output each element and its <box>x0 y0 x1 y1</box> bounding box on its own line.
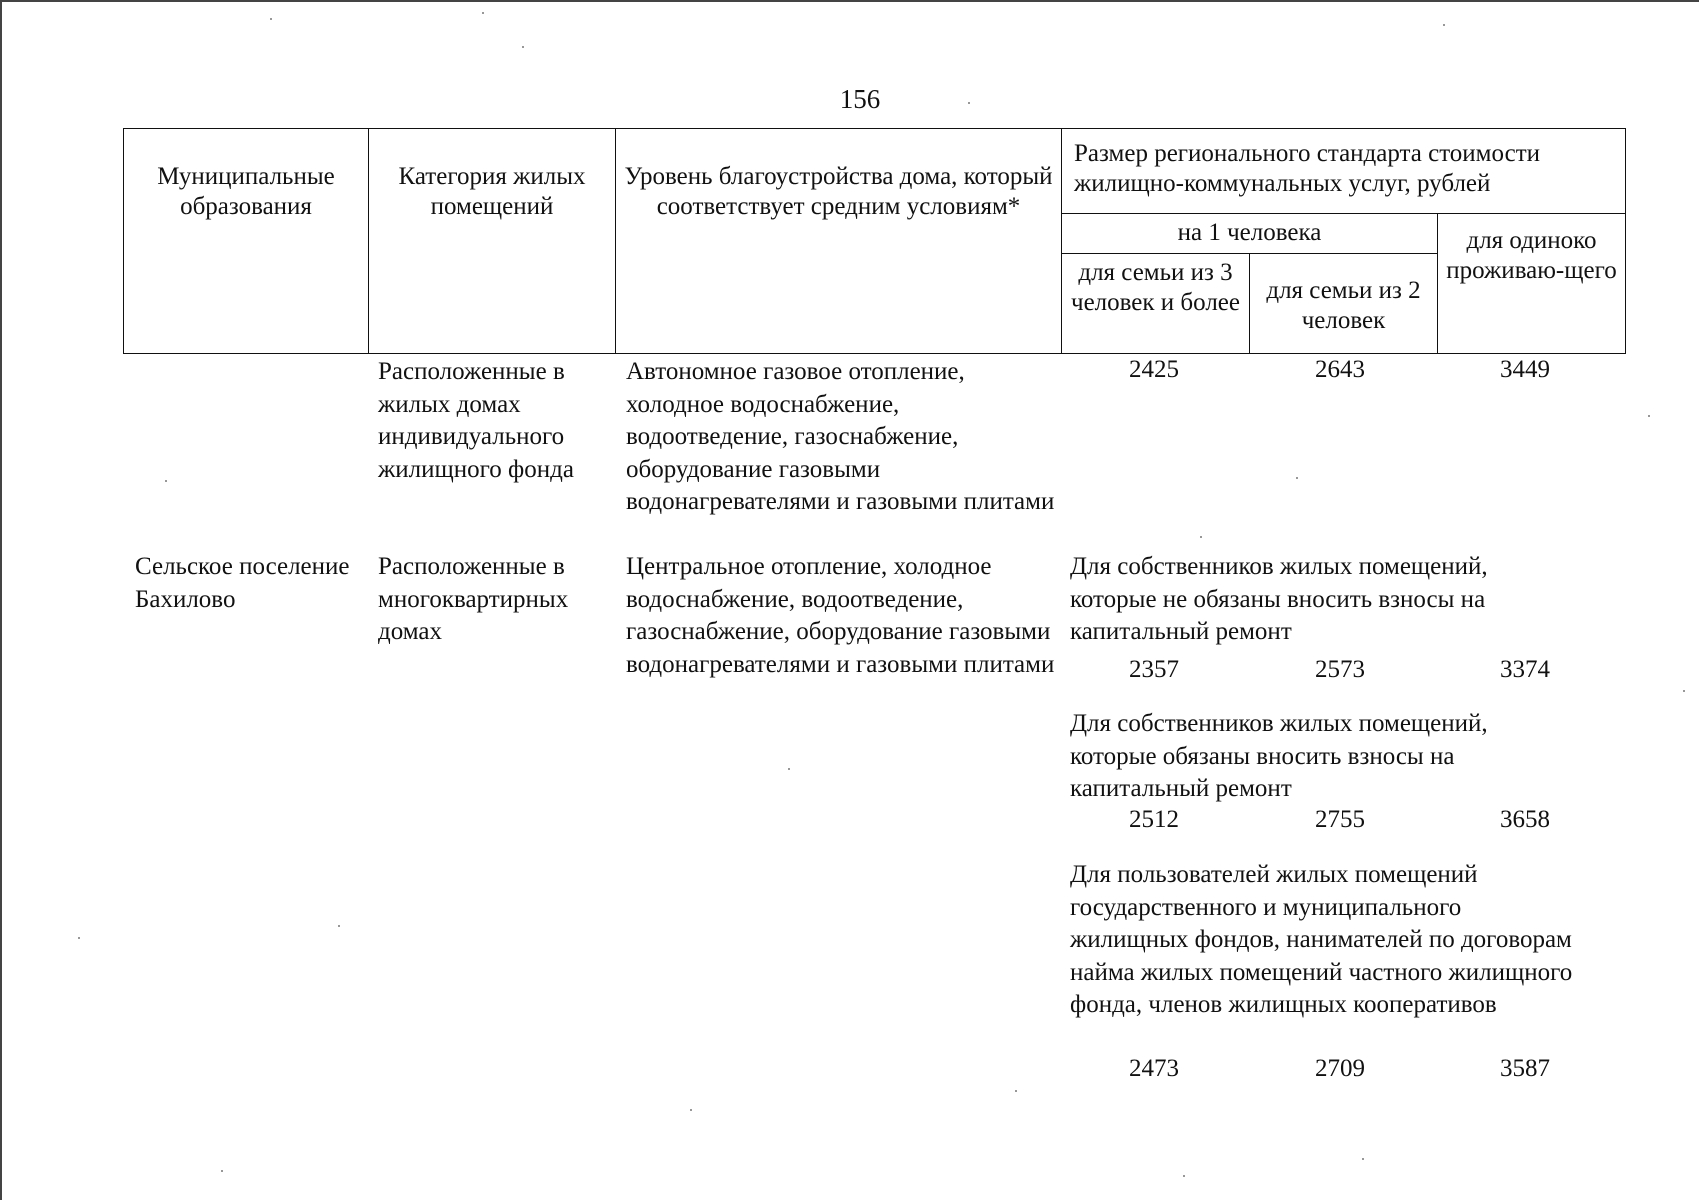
row2-group3-value-family2: 2709 <box>1315 1055 1365 1082</box>
scan-speck <box>788 768 790 770</box>
scan-speck <box>165 480 167 482</box>
header-family2: для семьи из 2 человек <box>1250 254 1438 354</box>
row2-group2-label: Для собственников жилых помещений, которые обязаны вносить взносы на капитальный ремонт <box>1070 710 1488 802</box>
header-category: Категория жилых помещений <box>369 129 616 354</box>
scan-speck <box>221 1170 223 1172</box>
table-header <box>123 128 1626 354</box>
row2-group1-value-family2: 2573 <box>1315 656 1365 683</box>
row2-group3-value-single: 3587 <box>1500 1055 1550 1082</box>
row1-level: Автономное газовое отопление, холодное водоснабжение, водоотведение, газоснабжение, оборудование газовыми водонагревателями и газовыми плитами <box>626 358 1055 515</box>
scan-speck <box>1648 415 1650 417</box>
header-municipal: Муниципальные образования <box>124 129 369 354</box>
scan-speck <box>1683 690 1685 692</box>
row2-group3-value-family3: 2473 <box>1129 1055 1179 1082</box>
scan-speck <box>690 1109 692 1111</box>
row2-municipality: Сельское поселение Бахилово <box>135 553 350 613</box>
header-single: для одиноко проживаю-щего <box>1438 214 1626 354</box>
scan-speck <box>1183 1175 1185 1177</box>
row2-group1-value-family3: 2357 <box>1129 656 1179 683</box>
scan-edge-left <box>0 0 2 1200</box>
row2-category: Расположенные в многоквартирных домах <box>378 553 569 645</box>
row2-group1-label: Для собственников жилых помещений, которые не обязаны вносить взносы на капитальный ремонт <box>1070 553 1488 645</box>
scan-speck <box>338 925 340 927</box>
row2-group2-value-family3: 2512 <box>1129 806 1179 833</box>
scan-speck <box>1443 24 1445 26</box>
row2-group1-value-single: 3374 <box>1500 656 1550 683</box>
scan-speck <box>1200 536 1202 538</box>
row1-value-family3: 2425 <box>1129 356 1179 383</box>
header-level: Уровень благоустройства дома, который соответствует средним условиям* <box>616 129 1062 354</box>
row1-category: Расположенные в жилых домах индивидуального жилищного фонда <box>378 358 574 483</box>
scan-speck <box>1296 477 1298 479</box>
row1-value-single: 3449 <box>1500 356 1550 383</box>
scan-speck <box>1362 1158 1364 1160</box>
page-number: 156 <box>839 84 881 114</box>
header-standard: Размер регионального стандарта стоимости жилищно-коммунальных услуг, рублей <box>1062 129 1626 214</box>
row2-group3-label: Для пользователей жилых помещений государственного и муниципального жилищных фондов, нанимателей по договорам найма жилых помещений частного жилищного фонда, членов жилищных кооперативов <box>1070 861 1573 1018</box>
header-family3: для семьи из 3 человек и более <box>1062 254 1250 354</box>
scan-speck <box>270 18 272 20</box>
row2-level: Центральное отопление, холодное водоснабжение, водоотведение, газоснабжение, оборудование газовыми водонагревателями и газовыми плитами <box>626 553 1055 678</box>
scan-speck <box>482 12 484 14</box>
row1-value-family2: 2643 <box>1315 356 1365 383</box>
row2-group2-value-family2: 2755 <box>1315 806 1365 833</box>
scan-speck <box>78 937 80 939</box>
scan-speck <box>1015 1090 1017 1092</box>
scan-speck <box>522 46 524 48</box>
scan-speck <box>968 102 970 104</box>
header-per-person: на 1 человека <box>1062 214 1438 254</box>
row2-group2-value-single: 3658 <box>1500 806 1550 833</box>
scan-edge-top <box>0 0 1699 2</box>
